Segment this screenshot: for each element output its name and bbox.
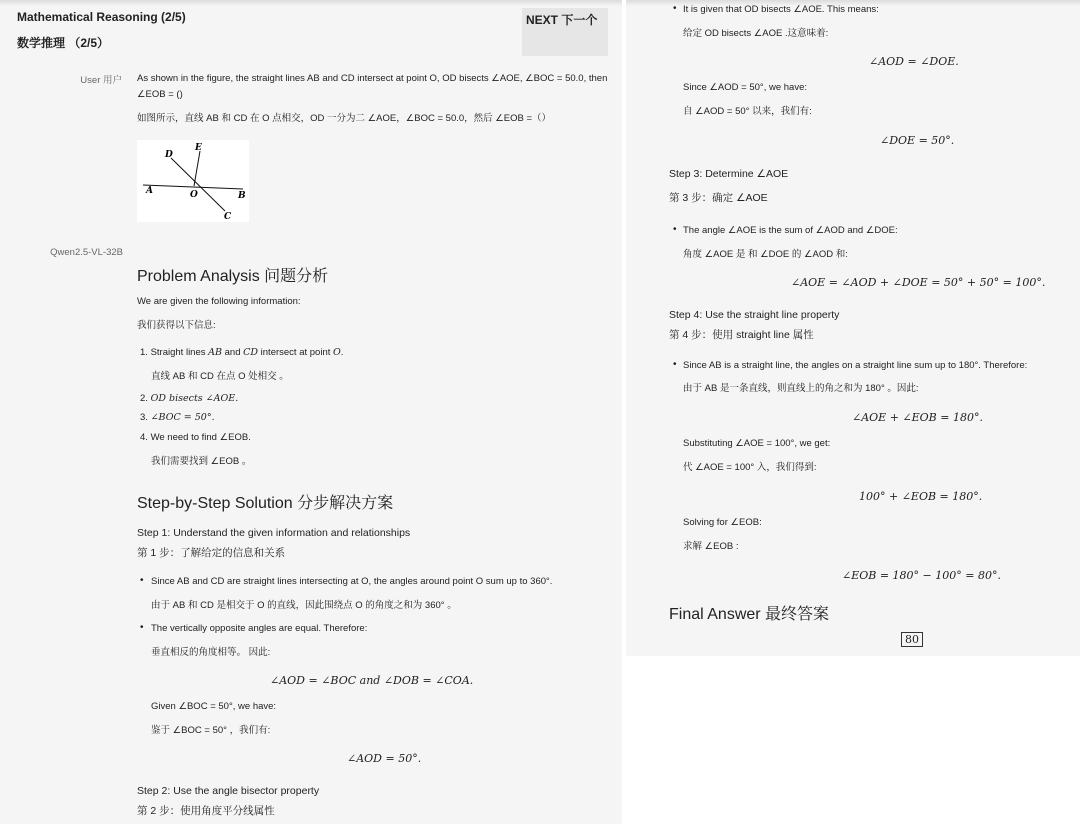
line-ab (143, 185, 243, 189)
since-aod-zh: 自 ∠AOD = 50° 以来，我们有: (683, 106, 812, 117)
item-1-text-post: intersect at point (258, 347, 333, 358)
assistant-role-label: Qwen2.5-VL-32B (50, 247, 123, 258)
label-c: C (224, 212, 232, 222)
step4-heading-en: Step 4: Use the straight line property (669, 309, 840, 321)
item-1-en (140, 347, 343, 358)
question-en-line1: As shown in the figure, the straight lines AB and CD intersect at point O, OD bisects ∠AOE, ∠BOC = 50.0, then (137, 73, 608, 84)
s1-b1-en: Since AB and CD are straight lines intersecting at O, the angles around point O sum up to 360°. (151, 576, 553, 587)
item-2-num: 2. (140, 393, 148, 404)
geometry-figure (137, 140, 249, 222)
item-1-zh: 直线 AB 和 CD 在点 O 处相交 。 (151, 371, 289, 382)
equation-aoe-sum: ∠AOE = ∠AOD + ∠DOE = 50° + 50° = 100°. (791, 276, 1046, 289)
item-3 (140, 412, 215, 423)
step3-heading-en: Step 3: Determine ∠AOE (669, 168, 789, 180)
bullet-dot-icon: • (673, 359, 677, 370)
substituting-zh: 代 ∠AOE = 100° 入，我们得到: (683, 462, 817, 473)
item-1-text-pre: Straight lines (150, 347, 209, 358)
item-4-en (140, 432, 251, 443)
s1-b2-zh: 垂直相反的角度相等。 因此: (151, 647, 271, 658)
question-zh: 如图所示，直线 AB 和 CD 在 O 点相交，OD 一分为二 ∠AOE，∠BOC = 50.0，然后 ∠EOB =（） (137, 113, 552, 124)
item-1-math-ab: AB (208, 347, 222, 358)
given-boc-zh: 鉴于 ∠BOC = 50° ，我们有: (151, 725, 271, 736)
s2-b1-zh: 给定 OD bisects ∠AOE .这意味着: (683, 28, 829, 39)
problem-analysis-heading: Problem Analysis 问题分析 (137, 268, 329, 285)
equation-eob: ∠EOB = 180° − 100° = 80°. (842, 569, 1001, 582)
label-o: O (190, 190, 198, 200)
since-aod-en: Since ∠AOD = 50°, we have: (683, 82, 808, 93)
item-1-text-mid: and (221, 347, 244, 358)
s3-b1-zh: 角度 ∠AOE 是 和 ∠DOE 的 ∠AOD 和: (683, 249, 848, 260)
given-boc-en: Given ∠BOC = 50°, we have: (151, 701, 277, 712)
item-1-tail: . (340, 347, 344, 358)
user-role-label: User 用户 (80, 75, 122, 86)
solution-heading: Step-by-Step Solution 分步解决方案 (137, 495, 394, 512)
page-subtitle: 数学推理 （2/5） (17, 36, 110, 50)
page-title: Mathematical Reasoning (2/5) (17, 10, 186, 24)
bullet-dot-icon: • (140, 622, 144, 633)
s4-b1-en: Since AB is a straight line, the angles on a straight line sum up to 180°. Therefore: (683, 360, 1028, 371)
final-answer-box: 80 (901, 632, 923, 647)
item-1-num: 1. (140, 347, 148, 358)
step1-heading-en: Step 1: Understand the given information and relationships (137, 527, 411, 539)
s4-b1-zh: 由于 AB 是一条直线，则直线上的角之和为 180° 。因此: (683, 383, 919, 394)
final-answer-heading: Final Answer 最终答案 (669, 606, 830, 623)
step3-heading-zh: 第 3 步：确定 ∠AOE (669, 192, 768, 204)
item-2-text: OD bisects ∠AOE. (150, 393, 239, 404)
top-shadow (0, 0, 622, 6)
step4-heading-zh: 第 4 步：使用 straight line 属性 (669, 329, 814, 341)
item-4-num: 4. (140, 432, 148, 443)
substituting-en: Substituting ∠AOE = 100°, we get: (683, 438, 831, 449)
bullet-dot-icon: • (673, 3, 677, 14)
label-b: B (238, 191, 246, 201)
right-panel (626, 0, 1080, 656)
question-en-line2: ∠EOB = () (137, 89, 183, 100)
equation-vertical-angles: ∠AOD = ∠BOC and ∠DOB = ∠COA. (270, 674, 474, 687)
solving-en: Solving for ∠EOB: (683, 517, 762, 528)
next-button[interactable]: NEXT 下一个 (522, 8, 608, 56)
item-1-math-cd: CD (243, 347, 259, 358)
bullet-dot-icon: • (140, 575, 144, 586)
geometry-figure-svg (137, 140, 249, 222)
s1-b2-en: The vertically opposite angles are equal. Therefore: (151, 623, 368, 634)
item-1-math-o: O (333, 347, 341, 358)
equation-straight-line: ∠AOE + ∠EOB = 180°. (852, 411, 983, 424)
line-cd (171, 158, 225, 211)
item-3-num: 3. (140, 412, 148, 423)
s3-b1-en: The angle ∠AOE is the sum of ∠AOD and ∠DOE: (683, 225, 898, 236)
equation-aod: ∠AOD = 50°. (347, 752, 422, 765)
step1-heading-zh: 第 1 步：了解给定的信息和关系 (137, 547, 286, 559)
step2-heading-zh: 第 2 步：使用角度平分线属性 (137, 805, 275, 817)
given-en: We are given the following information: (137, 296, 301, 307)
given-zh: 我们获得以下信息: (137, 320, 216, 331)
label-a: A (146, 186, 153, 196)
s1-b1-zh: 由于 AB 和 CD 是相交于 O 的直线，因此围绕点 O 的角度之和为 360° 。 (151, 600, 457, 611)
bullet-dot-icon: • (673, 224, 677, 235)
item-4-text: We need to find ∠EOB. (150, 432, 251, 443)
equation-aod-doe: ∠AOD = ∠DOE. (869, 55, 959, 68)
label-e: E (195, 143, 202, 153)
label-d: D (165, 150, 173, 160)
item-4-zh: 我们需要找到 ∠EOB 。 (151, 456, 252, 467)
equation-doe: ∠DOE = 50°. (880, 134, 955, 147)
step2-heading-en: Step 2: Use the angle bisector property (137, 785, 320, 797)
equation-substituted: 100° + ∠EOB = 180°. (859, 490, 983, 503)
item-2 (140, 393, 238, 404)
solving-zh: 求解 ∠EOB : (683, 541, 739, 552)
item-3-text: ∠BOC = 50°. (150, 412, 215, 423)
ray-oe (194, 151, 200, 186)
s2-b1-en: It is given that OD bisects ∠AOE. This means: (683, 4, 879, 15)
